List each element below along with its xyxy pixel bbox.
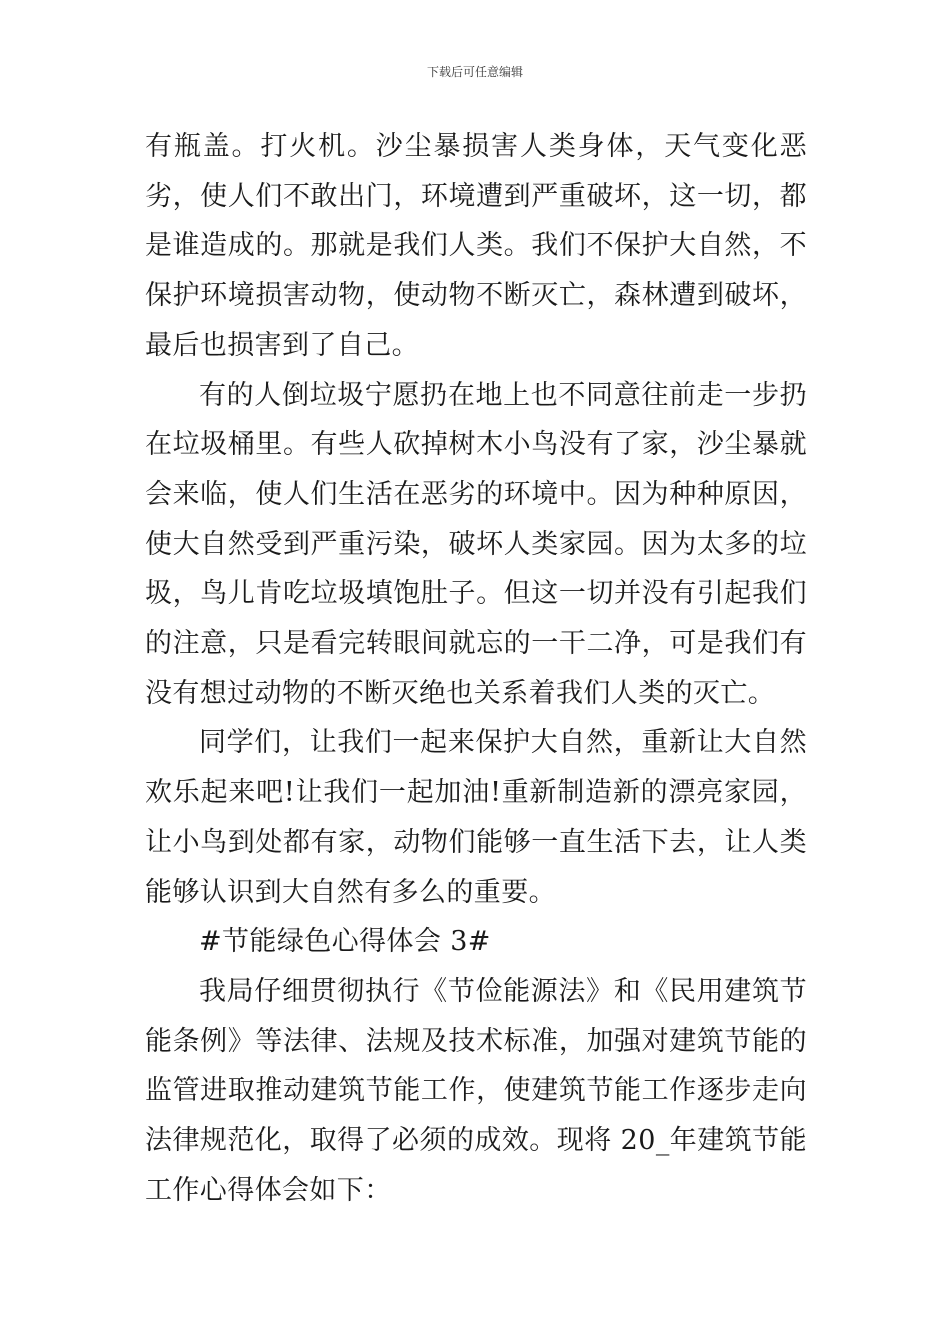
paragraph-litter: 有的人倒垃圾宁愿扔在地上也不同意往前走一步扔在垃圾桶里。有些人砍掉树木小鸟没有了家，沙尘暴就会来临，使人们生活在恶劣的环境中。因为种种原因，使大自然受到严重污染，破坏人类家园。因为太多的垃圾，鸟儿肯吃垃圾填饱肚子。但这一切并没有引起我们的注意，只是看完转眼间就忘的一干二净，可是我们有没有想过动物的不断灭绝也关系着我们人类的灭亡。 <box>145 379 807 709</box>
paragraph-energy-saving: 我局仔细贯彻执行《节俭能源法》和《民用建筑节能条例》等法律、法规及技术标准，加强对建筑节能的监管进取推动建筑节能工作，使建筑节能工作逐步走向法律规范化，取得了必须的成效。现将 20_年建筑节能工作心得体会如下： <box>145 975 807 1206</box>
paragraph-call-to-action: 同学们，让我们一起来保护大自然，重新让大自然欢乐起来吧!让我们一起加油!重新制造新的漂亮家园，让小鸟到处都有家，动物们能够一直生活下去，让人类能够认识到大自然有多么的重要。 <box>145 727 807 908</box>
document-body <box>145 122 807 1215</box>
section-heading: #节能绿色心得体会 3# <box>199 926 491 958</box>
page-header: 下载后可任意编辑 <box>426 65 523 79</box>
paragraph-continued: 有瓶盖。打火机。沙尘暴损害人类身体，天气变化恶劣，使人们不敢出门，环境遭到严重破坏，这一切，都是谁造成的。那就是我们人类。我们不保护大自然，不保护环境损害动物，使动物不断灭亡，森林遭到破坏，最后也损害到了自己。 <box>145 131 807 361</box>
